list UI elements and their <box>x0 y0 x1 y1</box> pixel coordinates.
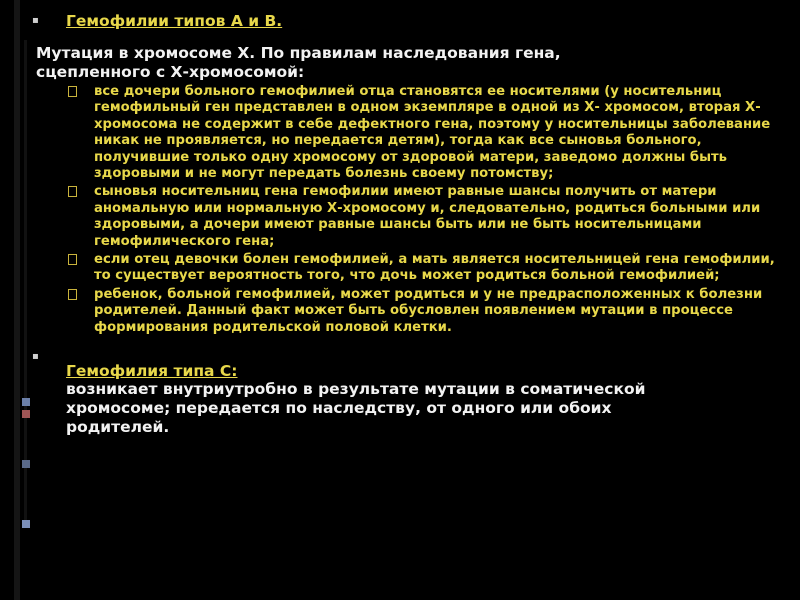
heading-hemophilia-c: Гемофилия типа С: <box>66 362 238 381</box>
strip-bar <box>24 40 27 520</box>
bullet-box-icon <box>68 86 77 97</box>
hemophilia-c-line: возникает внутриутробно в результате мутации в соматической <box>66 380 646 399</box>
inheritance-point-text: если отец девочки болен гемофилией, а мать является носительницей гена гемофилии, то существует вероятность того, что дочь может родиться больной гемофилией; <box>94 252 775 284</box>
strip-square <box>22 520 30 528</box>
bullet-hemophilia-c <box>32 348 782 437</box>
strip-square <box>22 460 30 468</box>
strip-bar <box>14 0 20 600</box>
mutation-line: сцепленного с Х-хромосомой: <box>36 63 305 81</box>
slide-content <box>32 8 782 437</box>
bullet-hemophilia-ab <box>32 12 782 30</box>
inheritance-point-text: ребенок, больной гемофилией, может родиться и у не предрасположенных к болезни родителей. Данный факт может быть обусловлен появлением мутации в процессе формирования родительской половой клетки. <box>94 286 763 335</box>
bullet-icon: ▪ <box>32 351 39 363</box>
inheritance-point <box>32 84 782 182</box>
mutation-line: Мутация в хромосоме Х. По правилам наследования гена, <box>36 44 561 62</box>
bullet-box-icon <box>68 289 77 300</box>
strip-square <box>22 398 30 406</box>
heading-hemophilia-ab: Гемофилии типов А и В. <box>66 12 283 30</box>
inheritance-point <box>32 252 782 285</box>
inheritance-point <box>32 184 782 250</box>
inheritance-point-text: сыновья носительниц гена гемофилии имеют равные шансы получить от матери аномальную или нормальную Х-хромосому и, следовательно, родиться больными или здоровыми, а дочери имеют равные шансы быть или не быть носительницами гемофилического гена; <box>94 184 761 249</box>
mutation-intro <box>32 44 782 82</box>
bullet-icon: ▪ <box>32 15 39 26</box>
strip-square <box>22 410 30 418</box>
bullet-box-icon <box>68 254 77 265</box>
decorative-left-strip <box>0 0 30 600</box>
hemophilia-c-line: хромосоме; передается по наследству, от одного или обоих <box>66 399 612 418</box>
hemophilia-c-line: родителей. <box>66 418 170 437</box>
bullet-box-icon <box>68 186 77 197</box>
inheritance-point-text: все дочери больного гемофилией отца становятся ее носителями (у носительниц гемофильный ген представлен в одном экземпляре в одной из Х- хромосом, вторая Х- хромосома не содержит в себе дефектного гена, поэтому у носительницы заболевание никак не проявляется, но передается детям), тогда как все сыновья больного, получившие только одну хромосому от здоровой матери, заведомо должны быть здоровыми и не могут передать болезнь своему потомству; <box>94 84 771 182</box>
inheritance-point <box>32 287 782 336</box>
